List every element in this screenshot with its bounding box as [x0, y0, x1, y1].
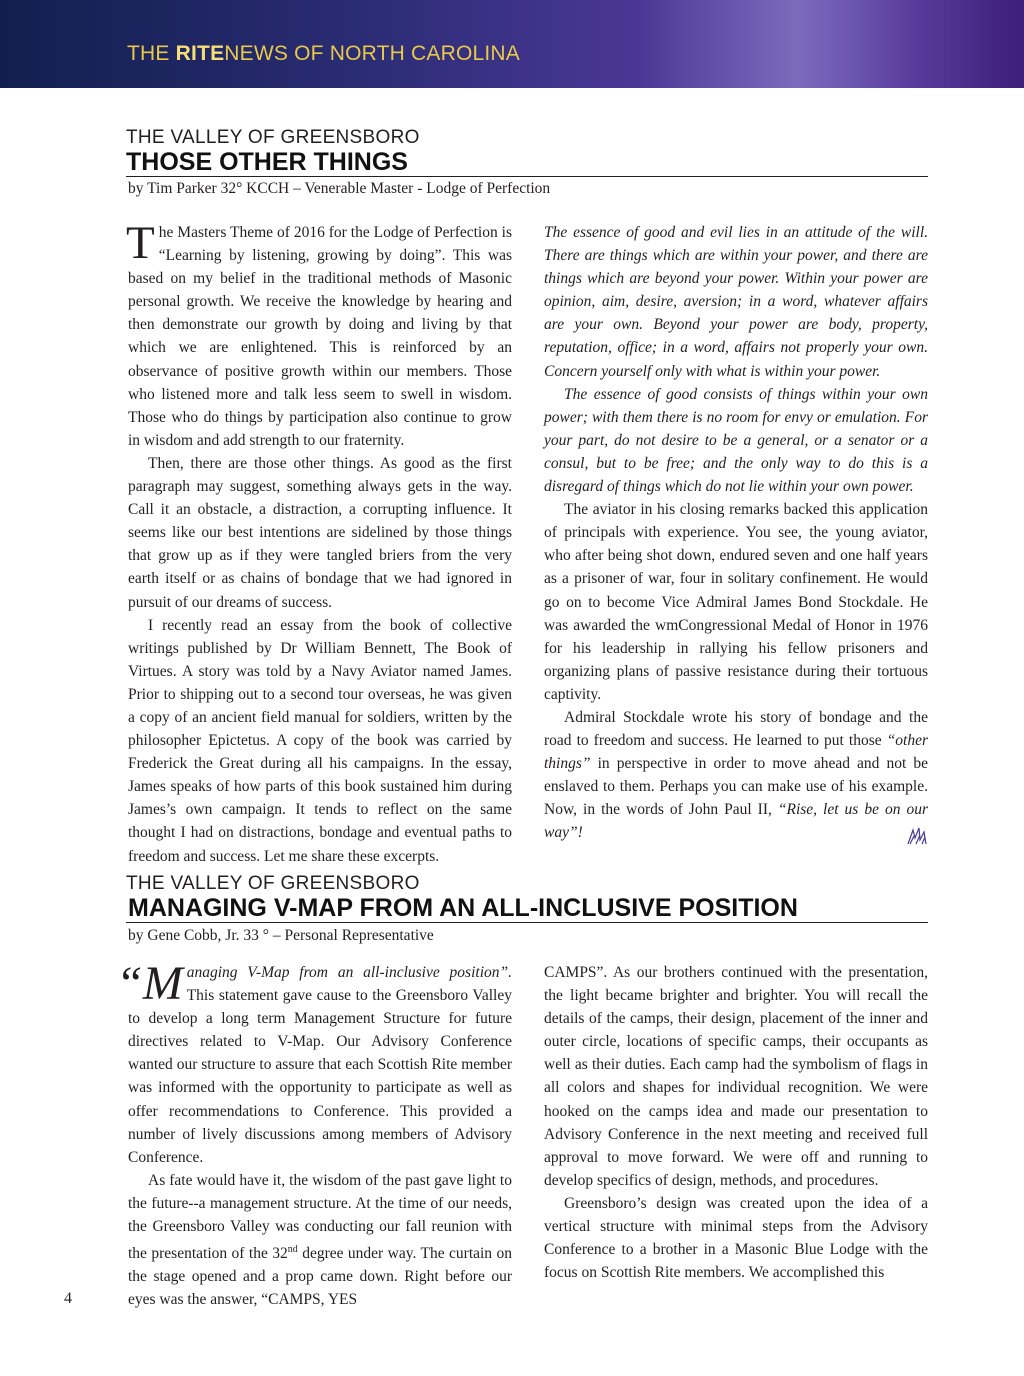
article2-column-right: [544, 961, 928, 1284]
drop-cap: “M: [116, 957, 183, 1010]
article2-kicker: THE VALLEY OF GREENSBORO: [126, 873, 420, 894]
paragraph: [126, 217, 512, 452]
title-bold: RITE: [175, 42, 225, 65]
text-run: in perspective in order to move ahead and not be enslaved to them. Perhaps you can make use of his example. Now, in the words of John Paul II,: [544, 755, 928, 819]
text-run: Admiral Stockdale wrote his story of bondage and the road to freedom and success. He learned to put those: [544, 708, 928, 750]
text-run: anaging V-Map from an all-inclusive position”.: [186, 964, 512, 981]
article2-byline: by Gene Cobb, Jr. 33 ° – Personal Representative: [128, 927, 434, 944]
header-banner: [0, 0, 1024, 88]
article1-kicker: THE VALLEY OF GREENSBORO: [126, 127, 420, 148]
paragraph: Then, there are those other things. As good as the first paragraph may suggest, something always gets in the way. Call it an obstacle, a distraction, a corrupting influence. It seems like our best intentions are sidelined by those things that grow up as if they were tangled briers from the very earth itself or as chains of bondage that we had ignored in pursuit of our dreams of success.: [128, 454, 512, 611]
text-run: This statement gave cause to the Greensboro Valley to develop a long term Management Structure for future directives related to V-Map. Our Advisory Conference wanted our structure to assure that each Scottish Rite member was informed with the opportunity to participate as well as offer recommendations to Conference. This provided a number of lively discussions among members of Advisory Conference.: [128, 987, 512, 1166]
paragraph-text: he Masters Theme of 2016 for the Lodge of Perfection is “Learning by listening, growing by doing”. This was based on my belief in the traditional methods of Masonic personal growth. We receive the knowledge by hearing and then demonstrate our growth by doing and living by that which we are enlightened. This is reinforced by an observance of positive growth within our members. Those who listened more and talk less seem to swell in wisdom. Those who do things by participation also continue to grow in wisdom and add strength to our fraternity.: [128, 224, 512, 449]
paragraph: I recently read an essay from the book of collective writings published by Dr William Bennett, The Book of Virtues. A story was told by a Navy Aviator named James. Prior to shipping out to a second tour overseas, he was given a copy of an ancient field manual for soldiers, written by the philosopher Epictetus. A copy of the book was carried by Frederick the Great during all his campaigns. In the essay, James speaks of how parts of this book sustained him during James’s own campaign. It tends to reflect on the same thought I had on distractions, bondage and eventual paths to freedom and success. Let me share these excerpts.: [128, 616, 512, 865]
end-of-article-icon: [906, 826, 928, 846]
paragraph: CAMPS”. As our brothers continued with the presentation, the light became brighter and brighter. You will recall the details of the camps, their design, placement of the inner and outer circle, locations of specific camps, their occupants as well as their duties. Each camp had the symbolism of flags in all colors and shapes for individual recognition. We were hooked on the camps idea and made our presentation to Advisory Conference in the next meeting and received full approval to move forward. We were off and running to develop specifics of design, methods, and procedures.: [544, 964, 928, 1189]
article1-column-left: [126, 217, 512, 868]
article2-column-left: [116, 957, 512, 1312]
page-number: 4: [64, 1290, 72, 1307]
text-run: As fate would have it, the wisdom of the past gave light to the future--a management structure. At the time of our needs, the Greensboro Valley was conducting our fall reunion with the presentation of the 32: [128, 1171, 512, 1263]
title-prefix: THE: [127, 42, 176, 65]
article2-rule: [126, 922, 928, 923]
article1-title: THOSE OTHER THINGS: [126, 148, 408, 176]
quote-paragraph: The essence of good consists of things within your own power; with them there is no room for envy or emulation. For your part, do not desire to be a general, or a senator or a consul, but to be free; and the only way to do this is a disregard of things which do not lie within your own power.: [544, 385, 928, 496]
article1-rule: [126, 176, 928, 177]
paragraph: [544, 706, 928, 845]
paragraph: [116, 957, 512, 1169]
paragraph: [128, 1169, 512, 1312]
drop-cap: T: [126, 217, 155, 269]
text-run: degree under way. The curtain on the stage opened and a prop came down. Right before our eyes was the answer, “CAMPS, YES: [128, 1245, 512, 1309]
title-suffix: NEWS OF NORTH CAROLINA: [224, 42, 520, 65]
paragraph: The aviator in his closing remarks backed this application of principals with experience. You see, the young aviator, who after being shot down, endured seven and one half years as a prisoner of war, four in solitary confinement. He would go on to become Vice Admiral James Bond Stockdale. He was awarded the wmCongressional Medal of Honor in 1976 for his leadership in rallying his fellow prisoners and organizing plans of passive resistance during their tortuous captivity.: [544, 501, 928, 703]
text-run: “other things”: [544, 732, 928, 773]
article1-byline: by Tim Parker 32° KCCH – Venerable Master - Lodge of Perfection: [128, 180, 551, 197]
article1-column-right: [544, 221, 928, 845]
quote-paragraph: The essence of good and evil lies in an attitude of the will. There are things which are within your power, and there are things which are beyond your power. Within your power are opinion, aim, desire, aversion; in a word, whatever affairs are your own. Beyond your power are body, property, reputation, office; in a word, affairs not properly your own. Concern yourself only with what is within your power.: [544, 224, 928, 380]
publication-title: [127, 42, 520, 66]
superscript: nd: [287, 1244, 298, 1256]
text-run: “Rise, let us be on our way”!: [544, 801, 928, 842]
article2-title: MANAGING V-MAP FROM AN ALL-INCLUSIVE POSITION: [128, 894, 798, 922]
paragraph: Greensboro’s design was created upon the idea of a vertical structure with minimal steps from the Advisory Conference to a brother in a Masonic Blue Lodge with the focus on Scottish Rite members. We accomplished this: [544, 1194, 928, 1282]
